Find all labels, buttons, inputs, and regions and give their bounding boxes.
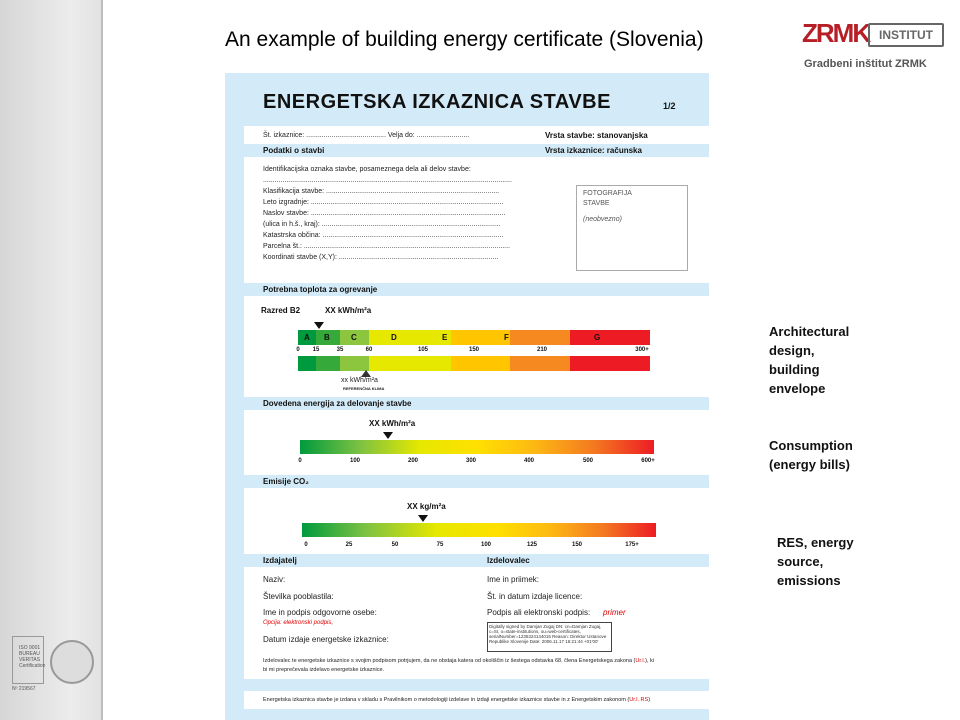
class-tick: 0 — [296, 347, 300, 353]
reference-marker-icon — [361, 370, 371, 377]
certification-badge — [8, 636, 94, 692]
energy-class: Razred B2 — [261, 306, 301, 315]
class-scale-ref — [298, 356, 650, 371]
energy-tick: 500 — [582, 458, 594, 464]
co2-tick: 50 — [391, 542, 399, 548]
co2-tick: 25 — [345, 542, 353, 548]
ref-seg-d — [369, 356, 451, 371]
class-tick: 15 — [312, 347, 320, 353]
co2-tick: 100 — [480, 542, 492, 548]
author-label: Izdelovalec — [487, 556, 530, 565]
class-tick: 210 — [536, 347, 548, 353]
class-label-g: G — [594, 333, 601, 342]
co2-tick: 150 — [571, 542, 583, 548]
badge-number: Nº 219567 — [12, 686, 36, 692]
band-co2 — [244, 475, 709, 488]
left-sidebar — [0, 0, 101, 720]
issuer-name: Naziv: — [263, 575, 286, 584]
authorization-number: Številka pooblastila: — [263, 592, 334, 601]
note-architectural — [769, 322, 849, 398]
license-number: Št. in datum izdaje licence: — [487, 592, 583, 601]
class-seg-f — [510, 330, 570, 345]
field-2: ................................................................................................................................ — [263, 177, 512, 184]
page-number: 1/2 — [663, 101, 676, 111]
delivered-marker-icon — [383, 432, 393, 439]
band-heating-label: Potrebna toplota za ogrevanje — [263, 285, 378, 294]
class-label-b: B — [324, 333, 330, 342]
energy-tick: 400 — [523, 458, 535, 464]
energy-tick: 100 — [349, 458, 361, 464]
note-consumption-line: Consumption — [769, 438, 853, 453]
class-label-f: F — [504, 333, 509, 342]
class-ticks — [298, 347, 650, 355]
declaration-line-1 — [263, 658, 654, 664]
logo-letters: ZRMK — [802, 18, 870, 48]
photo-placeholder — [576, 185, 688, 271]
reference-value: xx kWh/m²a — [341, 377, 378, 384]
class-tick: 35 — [336, 347, 344, 353]
energy-tick: 600+ — [641, 458, 655, 464]
ref-seg-e — [451, 356, 510, 371]
note-res-line: RES, energy — [777, 535, 854, 550]
co2-scale — [302, 523, 656, 537]
band-co2-label: Emisije CO₂ — [263, 477, 309, 486]
co2-value: XX kg/m²a — [407, 502, 446, 511]
ref-seg-f — [510, 356, 570, 371]
energy-tick: 200 — [407, 458, 419, 464]
badge-bv: BUREAU VERITAS — [19, 651, 41, 663]
field-7: Katastrska občina: ............................................................................................. — [263, 232, 504, 239]
class-label-e: E — [442, 333, 448, 342]
photo-label-2: STAVBE — [583, 200, 610, 207]
co2-tick: 125 — [526, 542, 538, 548]
class-label-c: C — [351, 333, 357, 342]
class-tick: 105 — [417, 347, 429, 353]
delivered-value: XX kWh/m²a — [369, 419, 416, 428]
co2-tick: 75 — [436, 542, 444, 548]
note-res-line: emissions — [777, 573, 841, 588]
slide-title: An example of building energy certificate (Slovenia) — [225, 28, 704, 51]
heating-value: XX kWh/m²a — [325, 306, 372, 315]
sidebar-edge — [101, 0, 103, 720]
ref-seg-c — [340, 356, 369, 371]
certificate-number: Št. izkaznice: ......................................... Velja do: ........................... — [263, 132, 470, 139]
class-seg-e — [451, 330, 510, 345]
co2-tick: 175+ — [625, 542, 639, 548]
declaration-ref: Ur.l. — [635, 658, 646, 664]
photo-label-1: FOTOGRAFIJA — [583, 190, 632, 197]
declaration-line-2: bi mi preprečevala izdelavo energetske izkaznice. — [263, 667, 385, 673]
bureau-veritas-logo — [12, 636, 44, 684]
co2-tick: 0 — [304, 542, 308, 548]
note-architectural-line: design, — [769, 343, 815, 358]
logo-box: INSTITUT — [868, 23, 944, 47]
class-seg-d — [369, 330, 451, 345]
certificate-title: ENERGETSKA IZKAZNICA STAVBE — [263, 91, 611, 113]
class-tick: 300+ — [635, 347, 649, 353]
field-1: Identifikacijska oznaka stavbe, posameznega dela ali delov stavbe: — [263, 166, 471, 173]
band-issuer — [244, 554, 709, 567]
author-signature-label: Podpis ali elektronski podpis: — [487, 608, 591, 617]
building-type: Vrsta stavbe: stanovanjska — [545, 131, 648, 140]
class-scale — [298, 330, 650, 345]
class-tick: 150 — [468, 347, 480, 353]
energy-scale — [300, 440, 654, 454]
left-strip — [225, 73, 244, 720]
certificate-type: Vrsta izkaznice: računska — [545, 146, 642, 155]
signature-example: primer — [603, 608, 626, 617]
legal-basis-tail: ) — [648, 697, 651, 703]
responsible-person: Ime in podpis odgovorne osebe: — [263, 608, 377, 617]
energy-tick: 300 — [465, 458, 477, 464]
energy-certificate — [225, 73, 709, 720]
note-architectural-line: building — [769, 362, 820, 377]
digital-signature-stamp: Digitally signed by Damjan Zugaj DN: cn=Damjan Zugaj, c=SI, o=state-institutions, ou=web-certificates, serialNumber=1235324144015 Reason: Direktor Ustanove Republike Slovenije Date: 2006.11.17 16:21:44 +01'00' — [487, 622, 612, 652]
class-tick: 60 — [365, 347, 373, 353]
class-seg-g — [570, 330, 650, 345]
note-consumption — [769, 436, 853, 474]
zrmk-logo — [800, 14, 945, 76]
legal-basis-line — [263, 697, 650, 703]
field-6: (ulica in h.š., kraj): ............................................................................................ — [263, 221, 501, 228]
seal-icon — [50, 640, 94, 684]
badge-cert: Certification — [19, 663, 46, 669]
logo-subtitle: Gradbeni inštitut ZRMK — [804, 58, 927, 70]
co2-marker-icon — [418, 515, 428, 522]
ref-seg-b — [316, 356, 340, 371]
field-4: Leto izgradnje: ................................................................................................... — [263, 199, 504, 206]
field-3: Klasifikacija stavbe: ......................................................................................... — [263, 188, 500, 195]
reference-label: REFERENČNA KLIMA — [343, 386, 385, 391]
band-building-data-label: Podatki o stavbi — [263, 146, 325, 155]
energy-ticks — [300, 458, 654, 466]
band-footer — [244, 679, 709, 691]
legal-basis-ref: Ur.l. RS — [629, 697, 649, 703]
declaration-tail: ), ki — [645, 658, 655, 664]
note-architectural-line: envelope — [769, 381, 826, 396]
declaration-text: Izdelovalec te energetske izkaznice s svojim podpisom potrjujem, da ne obstaja katera od okoliščin iz šestega odstavka 68. člena Energetskega zakona ( — [263, 658, 636, 664]
field-9: Koordinati stavbe (X,Y): .................................................................................. — [263, 254, 499, 261]
co2-ticks — [302, 542, 656, 550]
issue-date: Datum izdaje energetske izkaznice: — [263, 635, 389, 644]
certificate-header — [225, 73, 709, 126]
photo-label-3: (neobvezno) — [583, 216, 622, 223]
note-res-line: source, — [777, 554, 824, 569]
ref-seg-a — [298, 356, 316, 371]
badge-iso: ISO 9001 — [19, 645, 41, 651]
heating-marker-icon — [314, 322, 324, 329]
class-label-a: A — [304, 333, 310, 342]
legal-basis-text: Energetska izkaznica stavbe je izdana v skladu s Pravilnikom o metodologiji izdelave in izdaji energetske izkaznice stavbe in z Energetskim zakonom ( — [263, 697, 630, 703]
note-res — [777, 533, 854, 590]
note-consumption-line: (energy bills) — [769, 457, 850, 472]
electronic-signature-option: Opcija: elektronski podpis, — [263, 620, 334, 626]
energy-tick: 0 — [298, 458, 302, 464]
author-name: Ime in priimek: — [487, 575, 540, 584]
class-label-d: D — [391, 333, 397, 342]
field-5: Naslov stavbe: .................................................................................................... — [263, 210, 506, 217]
ref-seg-g — [570, 356, 650, 371]
band-bottom — [244, 709, 709, 720]
issuer-label: Izdajatelj — [263, 556, 297, 565]
note-architectural-line: Architectural — [769, 324, 850, 339]
band-delivered-energy-label: Dovedena energija za delovanje stavbe — [263, 399, 412, 408]
field-8: Parcelna št.: .......................................................................................................... — [263, 243, 511, 250]
